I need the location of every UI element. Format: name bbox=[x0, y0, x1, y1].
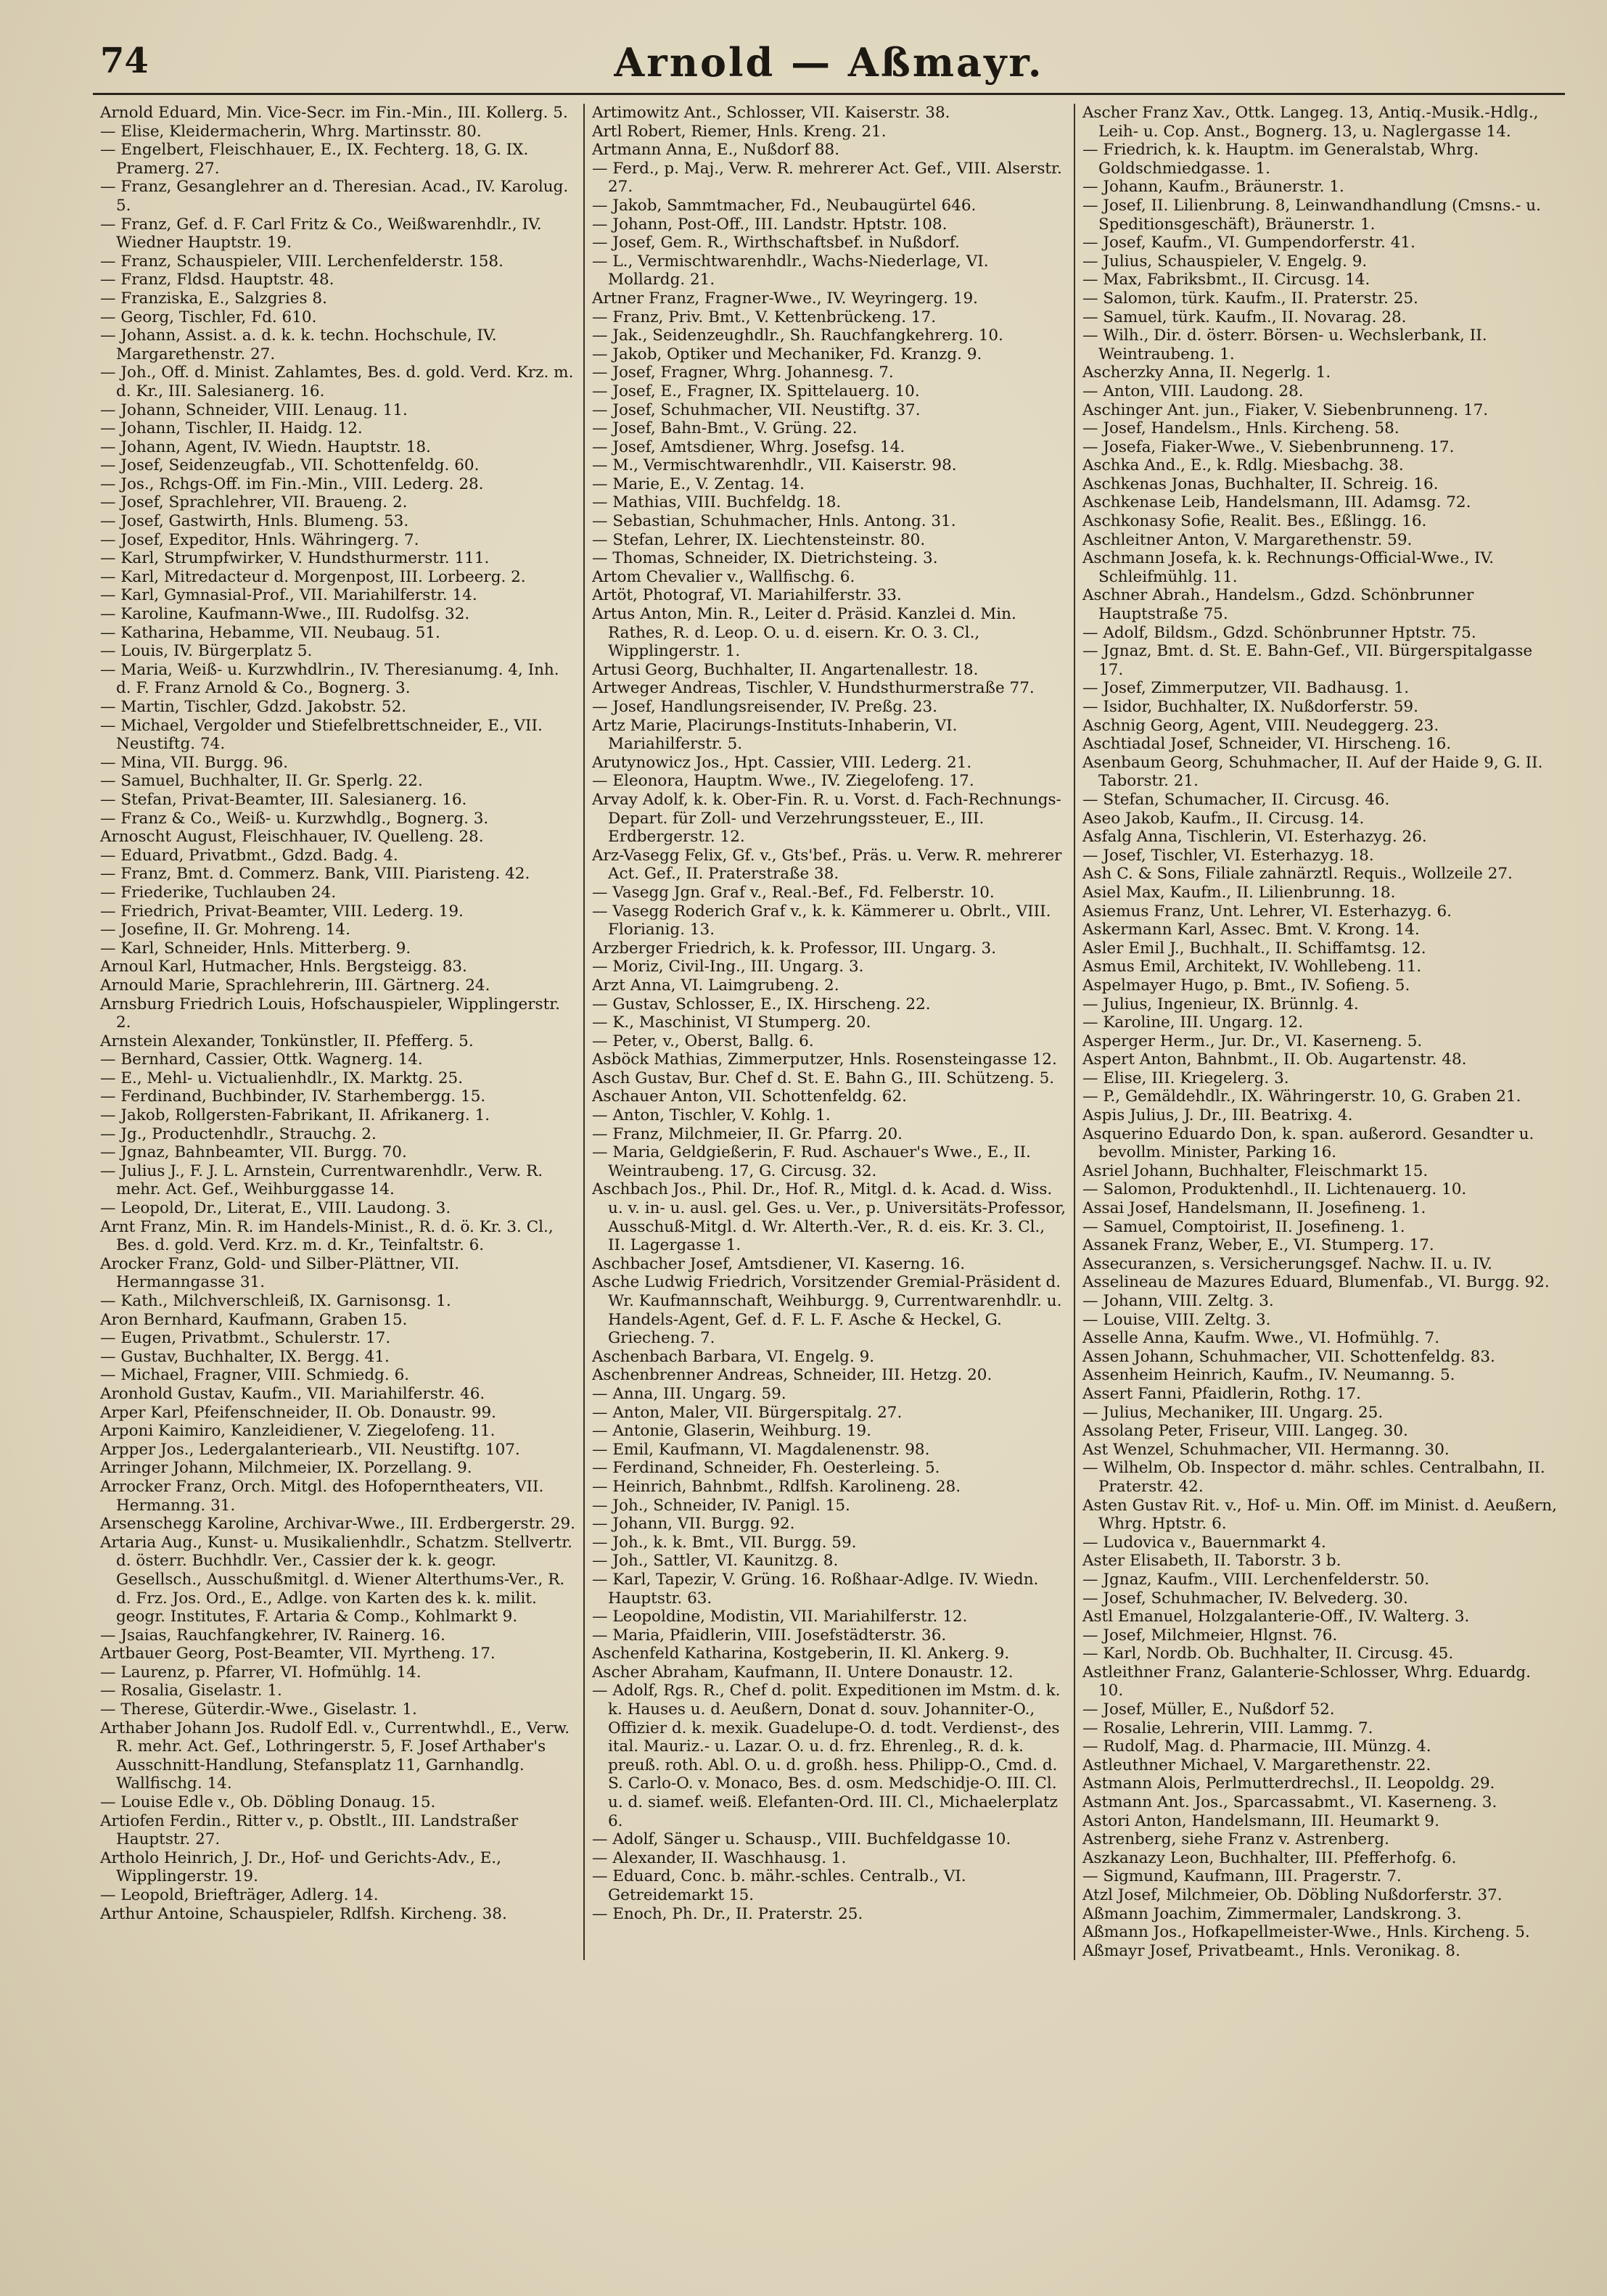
directory-entry: — K., Maschinist, VI Stumperg. 20. bbox=[592, 1013, 871, 1032]
directory-entry: — Franz, Bmt. d. Commerz. Bank, VIII. Piaristeng. 42. bbox=[100, 865, 530, 884]
directory-entry: — Friederike, Tuchlauben 24. bbox=[100, 883, 337, 902]
directory-entry: Aschauer Anton, VII. Schottenfeldg. 62. bbox=[592, 1087, 907, 1106]
directory-entry: — Josef, II. Lilienbrung. 8, Leinwandhandlung (Cmsns.- u. Speditionsgeschäft), Bräunerstr. 1. bbox=[1082, 196, 1541, 234]
directory-entry: Artl Robert, Riemer, Hnls. Kreng. 21. bbox=[592, 122, 887, 141]
directory-entry: Arnoscht August, Fleischhauer, IV. Quelleng. 28. bbox=[100, 828, 484, 847]
directory-entry: — Friedrich, Privat-Beamter, VIII. Lederg. 19. bbox=[100, 902, 464, 921]
directory-entry: — Johann, VII. Burgg. 92. bbox=[592, 1515, 795, 1534]
directory-entry: — Johann, Schneider, VIII. Lenaug. 11. bbox=[100, 400, 408, 419]
directory-entry: — Jak., Seidenzeughdlr., Sh. Rauchfangkehrerg. 10. bbox=[592, 326, 1003, 345]
directory-entry: — Josef, Expeditor, Hnls. Währingerg. 7. bbox=[100, 530, 419, 549]
directory-entry: — Peter, v., Oberst, Ballg. 6. bbox=[592, 1032, 814, 1050]
directory-entry: — Josef, Seidenzeugfab., VII. Schottenfeldg. 60. bbox=[100, 456, 480, 475]
directory-entry: — Elise, Kleidermacherin, Whrg. Martinsstr. 80. bbox=[100, 122, 482, 141]
directory-entry: — Josef, Gastwirth, Hnls. Blumeng. 53. bbox=[100, 512, 409, 531]
directory-entry: Atzl Josef, Milchmeier, Ob. Döbling Nußdorferstr. 37. bbox=[1082, 1886, 1503, 1904]
directory-entry: Asiemus Franz, Unt. Lehrer, VI. Esterhazyg. 6. bbox=[1082, 902, 1452, 921]
page-number: 74 bbox=[100, 41, 149, 81]
directory-entry: — Franziska, E., Salzgries 8. bbox=[100, 289, 327, 308]
directory-entry: Assert Fanni, Pfaidlerin, Rothg. 17. bbox=[1082, 1384, 1361, 1403]
directory-entry: Arponi Kaimiro, Kanzleidiener, V. Ziegelofeng. 11. bbox=[100, 1422, 496, 1441]
directory-entry: Ash C. & Sons, Filiale zahnärztl. Requis., Wollzeile 27. bbox=[1082, 865, 1513, 884]
directory-entry: — Ludovica v., Bauernmarkt 4. bbox=[1082, 1533, 1326, 1552]
directory-entry: — Rosalie, Lehrerin, VIII. Lammg. 7. bbox=[1082, 1719, 1373, 1737]
directory-entry: — Jakob, Rollgersten-Fabrikant, II. Afrikanerg. 1. bbox=[100, 1106, 490, 1125]
running-head: Arnold — Aßmayr. bbox=[614, 39, 1044, 86]
column-3 bbox=[1074, 104, 1564, 1960]
directory-entry: — Jg., Productenhdlr., Strauchg. 2. bbox=[100, 1124, 377, 1143]
directory-entry: Asten Gustav Rit. v., Hof- u. Min. Off. im Minist. d. Aeußern, Whrg. Hptstr. 6. bbox=[1082, 1496, 1557, 1534]
directory-entry: — Stefan, Lehrer, IX. Liechtensteinstr. 80. bbox=[592, 530, 926, 549]
directory-entry: Arnstein Alexander, Tonkünstler, II. Pfefferg. 5. bbox=[100, 1032, 474, 1050]
directory-entry: — P., Gemäldehdlr., IX. Währingerstr. 10, G. Graben 21. bbox=[1082, 1087, 1521, 1106]
directory-entry: — Marie, E., V. Zentag. 14. bbox=[592, 474, 805, 493]
directory-entry: Artus Anton, Min. R., Leiter d. Präsid. Kanzlei d. Min. Rathes, R. d. Leop. O. u. d. eisern. Kr. O. 3. Cl., Wipplingerstr. 1. bbox=[592, 605, 1016, 661]
directory-entry: — Franz & Co., Weiß- u. Kurzwhdlg., Bognerg. 3. bbox=[100, 809, 489, 828]
directory-entry: — Mathias, VIII. Buchfeldg. 18. bbox=[592, 493, 842, 512]
directory-entry: Asch Gustav, Bur. Chef d. St. E. Bahn G., III. Schützeng. 5. bbox=[592, 1069, 1055, 1087]
directory-entry: Aschkenas Jonas, Buchhalter, II. Schreig. 16. bbox=[1082, 474, 1439, 493]
directory-entry: Arzberger Friedrich, k. k. Professor, III. Ungarg. 3. bbox=[592, 939, 997, 958]
directory-entry: Askermann Karl, Assec. Bmt. V. Krong. 14. bbox=[1082, 921, 1420, 939]
directory-entry: — Jos., Rchgs-Off. im Fin.-Min., VIII. Lederg. 28. bbox=[100, 474, 484, 493]
directory-entry: — Leopoldine, Modistin, VII. Mariahilferstr. 12. bbox=[592, 1608, 968, 1626]
directory-entry: — Jgnaz, Bmt. d. St. E. Bahn-Gef., VII. Bürgerspitalgasse 17. bbox=[1082, 642, 1533, 679]
directory-entry: — Franz, Gef. d. F. Carl Fritz & Co., Weißwarenhdlr., IV. Wiedner Hauptstr. 19. bbox=[100, 215, 542, 252]
directory-entry: Arnt Franz, Min. R. im Handels-Minist., R. d. ö. Kr. 3. Cl., Bes. d. gold. Verd. Krz. m. d. Kr., Teinfaltstr. 6. bbox=[100, 1217, 554, 1255]
directory-entry: — Leopold, Briefträger, Adlerg. 14. bbox=[100, 1886, 379, 1904]
directory-entry: Astl Emanuel, Holzgalanterie-Off., IV. Walterg. 3. bbox=[1082, 1608, 1470, 1626]
directory-entry: — Josef, Handlungsreisender, IV. Preßg. 23. bbox=[592, 698, 937, 716]
directory-entry: Aschenbrenner Andreas, Schneider, III. Hetzg. 20. bbox=[592, 1366, 992, 1385]
directory-entry: Artöt, Photograf, VI. Mariahilferstr. 33. bbox=[592, 586, 902, 605]
directory-entry: — Josef, Zimmerputzer, VII. Badhausg. 1. bbox=[1082, 679, 1410, 698]
directory-entry: Arpper Jos., Ledergalanteriearb., VII. Neustiftg. 107. bbox=[100, 1440, 520, 1459]
directory-entry: — Karl, Strumpfwirker, V. Hundsthurmerstr. 111. bbox=[100, 549, 490, 568]
directory-entry: — Josef, Schuhmacher, IV. Belvederg. 30. bbox=[1082, 1589, 1408, 1608]
directory-entry: Aspelmayer Hugo, p. Bmt., IV. Sofieng. 5. bbox=[1082, 976, 1410, 995]
directory-entry: — Therese, Güterdir.-Wwe., Giselastr. 1. bbox=[100, 1700, 417, 1719]
directory-entry: — Adolf, Sänger u. Schausp., VIII. Buchfeldgasse 10. bbox=[592, 1830, 1011, 1849]
directory-entry: Ascherzky Anna, II. Negerlg. 1. bbox=[1082, 363, 1331, 382]
directory-entry: — Karoline, Kaufmann-Wwe., III. Rudolfsg. 32. bbox=[100, 605, 470, 624]
directory-entry: — Johann, Agent, IV. Wiedn. Hauptstr. 18. bbox=[100, 437, 431, 456]
directory-entry: — Katharina, Hebamme, VII. Neubaug. 51. bbox=[100, 623, 440, 642]
directory-entry: — Maria, Geldgießerin, F. Rud. Aschauer's Wwe., E., II. Weintraubeng. 17, G. Circusg. 32. bbox=[592, 1143, 1031, 1180]
directory-entry: — Elise, III. Kriegelerg. 3. bbox=[1082, 1069, 1289, 1087]
directory-entry: — Louise Edle v., Ob. Döbling Donaug. 15. bbox=[100, 1793, 436, 1812]
directory-entry: Ascher Franz Xav., Ottk. Langeg. 13, Antiq.-Musik.-Hdlg., Leih- u. Cop. Anst., Bognerg. 13, u. Naglergasse 14. bbox=[1082, 104, 1539, 141]
directory-entry: — Wilh., Dir. d. österr. Börsen- u. Wechslerbank, II. Weintraubeng. 1. bbox=[1082, 326, 1487, 363]
directory-entry: — Heinrich, Bahnbmt., Rdlfsh. Karolineng. 28. bbox=[592, 1477, 961, 1496]
directory-entry: Arnold Eduard, Min. Vice-Secr. im Fin.-Min., III. Kollerg. 5. bbox=[100, 104, 568, 122]
directory-entry: Aschkenase Leib, Handelsmann, III. Adamsg. 72. bbox=[1082, 493, 1471, 512]
directory-entry: — Joh., Schneider, IV. Panigl. 15. bbox=[592, 1496, 850, 1515]
directory-entry: — Johann, VIII. Zeltg. 3. bbox=[1082, 1292, 1274, 1310]
directory-entry: — Sebastian, Schuhmacher, Hnls. Antong. 31. bbox=[592, 512, 956, 531]
directory-entry: Artaria Aug., Kunst- u. Musikalienhdlr., Schatzm. Stellvertr. d. österr. Buchhdlr. Ver., Cassier der k. k. geogr. Gesellsch., Ausschußmitgl. d. Wiener Alterthums-Ver., R. d. Frz. Jos. Ord., E., Adlge. von Karten des k. k. milit. geogr. Institutes, F. Artaria & Comp., Kohlmarkt 9. bbox=[100, 1533, 572, 1626]
directory-entry: Aschnig Georg, Agent, VIII. Neudeggerg. 23. bbox=[1082, 716, 1439, 735]
directory-entry: — Julius, Ingenieur, IX. Brünnlg. 4. bbox=[1082, 995, 1359, 1013]
directory-entry: Aster Elisabeth, II. Taborstr. 3 b. bbox=[1082, 1552, 1341, 1571]
directory-entry: Arper Karl, Pfeifenschneider, II. Ob. Donaustr. 99. bbox=[100, 1403, 496, 1422]
directory-entry: — M., Vermischtwarenhdlr., VII. Kaiserstr. 98. bbox=[592, 456, 957, 475]
column-2 bbox=[583, 104, 1074, 1960]
directory-entry: — Julius, Schauspieler, V. Engelg. 9. bbox=[1082, 252, 1368, 271]
directory-entry: — Max, Fabriksbmt., II. Circusg. 14. bbox=[1082, 271, 1370, 289]
directory-entry: — Eugen, Privatbmt., Schulerstr. 17. bbox=[100, 1329, 391, 1348]
directory-entry: — Antonie, Glaserin, Weihburg. 19. bbox=[592, 1422, 872, 1441]
directory-entry: — Eleonora, Hauptm. Wwe., IV. Ziegelofeng. 17. bbox=[592, 772, 974, 791]
directory-entry: — Enoch, Ph. Dr., II. Praterstr. 25. bbox=[592, 1904, 863, 1923]
directory-entry: Artweger Andreas, Tischler, V. Hundsthurmerstraße 77. bbox=[592, 679, 1035, 698]
directory-entry: — Bernhard, Cassier, Ottk. Wagnerg. 14. bbox=[100, 1050, 423, 1069]
directory-entry: — Eduard, Privatbmt., Gdzd. Badg. 4. bbox=[100, 846, 398, 865]
directory-entry: Aschtiadal Josef, Schneider, VI. Hirscheng. 16. bbox=[1082, 735, 1452, 754]
directory-entry: — Ferd., p. Maj., Verw. R. mehrerer Act. Gef., VIII. Alserstr. 27. bbox=[592, 159, 1062, 197]
directory-entry: Assecuranzen, s. Versicherungsgef. Nachw. II. u. IV. bbox=[1082, 1254, 1492, 1273]
directory-entry: Assolang Peter, Friseur, VIII. Langeg. 30. bbox=[1082, 1422, 1408, 1441]
directory-entry: Artner Franz, Fragner-Wwe., IV. Weyringerg. 19. bbox=[592, 289, 978, 308]
directory-entry: — Karl, Schneider, Hnls. Mitterberg. 9. bbox=[100, 939, 411, 958]
directory-entry: — Joh., k. k. Bmt., VII. Burgg. 59. bbox=[592, 1533, 857, 1552]
directory-entry: Aßmann Jos., Hofkapellmeister-Wwe., Hnls. Kircheng. 5. bbox=[1082, 1923, 1530, 1942]
directory-entry: — Jsaias, Rauchfangkehrer, IV. Rainerg. 16. bbox=[100, 1626, 445, 1645]
directory-entry: Asfalg Anna, Tischlerin, VI. Esterhazyg. 26. bbox=[1082, 828, 1427, 847]
directory-entry: — Jgnaz, Bahnbeamter, VII. Burgg. 70. bbox=[100, 1143, 407, 1162]
directory-entry: Assanek Franz, Weber, E., VI. Stumperg. 17. bbox=[1082, 1236, 1434, 1255]
directory-entry: Aszkanazy Leon, Buchhalter, III. Pfefferhofg. 6. bbox=[1082, 1848, 1457, 1867]
directory-entry: — Joh., Sattler, VI. Kaunitzg. 8. bbox=[592, 1552, 839, 1571]
directory-entry: Aschleitner Anton, V. Margarethenstr. 59. bbox=[1082, 530, 1413, 549]
page-header bbox=[93, 36, 1565, 93]
directory-entry: Arz-Vasegg Felix, Gf. v., Gts'bef., Präs. u. Verw. R. mehrerer Act. Gef., II. Praterstraße 38. bbox=[592, 846, 1062, 884]
directory-entry: — Franz, Fldsd. Hauptstr. 48. bbox=[100, 271, 334, 289]
directory-entry: — Johann, Post-Off., III. Landstr. Hptstr. 108. bbox=[592, 215, 948, 234]
directory-entry: Arthaber Johann Jos. Rudolf Edl. v., Currentwhdl., E., Verw. R. mehr. Act. Gef., Lothringerstr. 5, F. Josef Arthaber's Ausschnitt-Handlung, Stefansplatz 11, Garnhandlg. Wallfischg. 14. bbox=[100, 1719, 570, 1793]
directory-entry: Aschbach Jos., Phil. Dr., Hof. R., Mitgl. d. k. Acad. d. Wiss. u. v. in- u. ausl. gel. Ges. u. Ver., p. Universitäts-Professor, Ausschuß-Mitgl. d. Wr. Alterth.-Ver., R. d. eis. Kr. 3. Cl., II. Lagergasse 1. bbox=[592, 1180, 1066, 1255]
directory-entry: Asperger Herm., Jur. Dr., VI. Kaserneng. 5. bbox=[1082, 1032, 1423, 1050]
directory-entry: Asler Emil J., Buchhalt., II. Schiffamtsg. 12. bbox=[1082, 939, 1426, 958]
directory-entry: — Johann, Kaufm., Bräunerstr. 1. bbox=[1082, 178, 1344, 197]
directory-entry: — Franz, Priv. Bmt., V. Kettenbrückeng. 17. bbox=[592, 308, 937, 326]
directory-entry: — Wilhelm, Ob. Inspector d. mähr. schles. Centralbahn, II. Praterstr. 42. bbox=[1082, 1459, 1545, 1496]
directory-entry: — Gustav, Schlosser, E., IX. Hirscheng. 22. bbox=[592, 995, 931, 1013]
directory-entry: — Johann, Assist. a. d. k. k. techn. Hochschule, IV. Margarethenstr. 27. bbox=[100, 326, 497, 363]
directory-entry: — Karl, Nordb. Ob. Buchhalter, II. Circusg. 45. bbox=[1082, 1645, 1454, 1663]
directory-entry: — Karl, Mitredacteur d. Morgenpost, III. Lorbeerg. 2. bbox=[100, 567, 526, 586]
directory-entry: — Josefa, Fiaker-Wwe., V. Siebenbrunneng. 17. bbox=[1082, 437, 1455, 456]
directory-entry: — Josefine, II. Gr. Mohreng. 14. bbox=[100, 921, 350, 939]
directory-entry: — Louise, VIII. Zeltg. 3. bbox=[1082, 1310, 1271, 1329]
directory-entry: — Jakob, Sammtmacher, Fd., Neubaugürtel 646. bbox=[592, 196, 977, 215]
directory-entry: Aschinger Ant. jun., Fiaker, V. Siebenbrunneng. 17. bbox=[1082, 400, 1489, 419]
directory-entry: Asquerino Eduardo Don, k. span. außerord. Gesandter u. bevollm. Minister, Parking 16. bbox=[1082, 1124, 1534, 1162]
directory-entry: — Samuel, Comptoirist, II. Josefineng. 1. bbox=[1082, 1217, 1405, 1236]
directory-entry: — Josef, Kaufm., VI. Gumpendorferstr. 41. bbox=[1082, 234, 1415, 252]
directory-entry: Asriel Johann, Buchhalter, Fleischmarkt 15. bbox=[1082, 1161, 1429, 1180]
directory-entry: — Emil, Kaufmann, VI. Magdalenenstr. 98. bbox=[592, 1440, 930, 1459]
directory-entry: Aronhold Gustav, Kaufm., VII. Mariahilferstr. 46. bbox=[100, 1384, 485, 1403]
directory-entry: — Friedrich, k. k. Hauptm. im Generalstab, Whrg. Goldschmiedgasse. 1. bbox=[1082, 141, 1479, 178]
directory-entry: — Josef, Fragner, Whrg. Johannesg. 7. bbox=[592, 363, 894, 382]
directory-entry: Asböck Mathias, Zimmerputzer, Hnls. Rosensteingasse 12. bbox=[592, 1050, 1057, 1069]
directory-entry: — Josef, E., Fragner, IX. Spittelauerg. 10. bbox=[592, 382, 920, 400]
directory-entry: Asche Ludwig Friedrich, Vorsitzender Gremial-Präsident d. Wr. Kaufmannschaft, Weihburgg. 9, Currentwarenhdlr. u. Handels-Agent, Gef. d. F. L. F. Asche & Heckel, G. Griecheng. 7. bbox=[592, 1273, 1062, 1348]
directory-entry: — Adolf, Bildsm., Gdzd. Schönbrunner Hptstr. 75. bbox=[1082, 623, 1476, 642]
directory-entry: Arsenschegg Karoline, Archivar-Wwe., III. Erdbergerstr. 29. bbox=[100, 1515, 575, 1534]
directory-entry: Artz Marie, Placirungs-Instituts-Inhaberin, VI. Mariahilferstr. 5. bbox=[592, 716, 958, 754]
directory-entry: — Laurenz, p. Pfarrer, VI. Hofmühlg. 14. bbox=[100, 1663, 422, 1682]
directory-entry: — Alexander, II. Waschhausg. 1. bbox=[592, 1848, 847, 1867]
directory-entry: Arocker Franz, Gold- und Silber-Plättner, VII. Hermanngasse 31. bbox=[100, 1254, 460, 1292]
directory-entry: Ascher Abraham, Kaufmann, II. Untere Donaustr. 12. bbox=[592, 1663, 1014, 1682]
directory-entry: Aschner Abrah., Handelsm., Gdzd. Schönbrunner Hauptstraße 75. bbox=[1082, 586, 1474, 624]
directory-entry: — Leopold, Dr., Literat, E., VIII. Laudong. 3. bbox=[100, 1199, 451, 1218]
directory-entry: Astleuthner Michael, V. Margarethenstr. 22. bbox=[1082, 1756, 1431, 1774]
directory-entry: — Jakob, Optiker und Mechaniker, Fd. Kranzg. 9. bbox=[592, 345, 982, 363]
directory-entry: — Vasegg Roderich Graf v., k. k. Kämmerer u. Obrlt., VIII. Florianig. 13. bbox=[592, 902, 1051, 939]
directory-entry: — Sigmund, Kaufmann, III. Pragerstr. 7. bbox=[1082, 1867, 1402, 1886]
directory-entry: — Maria, Weiß- u. Kurzwhdlrin., IV. Theresianumg. 4, Inh. d. F. Franz Arnold & Co., Bognerg. 3. bbox=[100, 660, 559, 698]
directory-entry: — Stefan, Privat-Beamter, III. Salesianerg. 16. bbox=[100, 790, 467, 809]
directory-entry: — Anton, VIII. Laudong. 28. bbox=[1082, 382, 1304, 400]
directory-entry: — Moriz, Civil-Ing., III. Ungarg. 3. bbox=[592, 958, 864, 976]
directory-entry: — Josef, Milchmeier, Hlgnst. 76. bbox=[1082, 1626, 1338, 1645]
directory-entry: Ast Wenzel, Schuhmacher, VII. Hermanng. 30. bbox=[1082, 1440, 1450, 1459]
directory-entry: Arutynowicz Jos., Hpt. Cassier, VIII. Lederg. 21. bbox=[592, 753, 972, 772]
directory-entry: — L., Vermischtwarenhdlr., Wachs-Niederlage, VI. Mollardg. 21. bbox=[592, 252, 989, 289]
directory-entry: — Josef, Handelsm., Hnls. Kircheng. 58. bbox=[1082, 419, 1400, 438]
directory-entry: — Kath., Milchverschleiß, IX. Garnisonsg. 1. bbox=[100, 1292, 451, 1310]
directory-entry: Aschenfeld Katharina, Kostgeberin, II. Kl. Ankerg. 9. bbox=[592, 1645, 1010, 1663]
directory-entry: — Josef, Sprachlehrer, VII. Braueng. 2. bbox=[100, 493, 408, 512]
directory-entry: — Karl, Gymnasial-Prof., VII. Mariahilferstr. 14. bbox=[100, 586, 477, 605]
directory-entry: — Adolf, Rgs. R., Chef d. polit. Expeditionen im Mstm. d. k. k. Hauses u. d. Aeußern, Donat d. souv. Johanniter-O., Offizier d. k. mexik. Guadelupe-O. d. todt. Verdienst-, des ital. Mauriz.- u. Lazar. O. u. d. frz. Ehrenleg., R. d. k. preuß. roth. Abl. O. u. d. großh. hess. Philipp-O., Cmd. d. S. Carlo-O. v. Monaco, Bes. d. osm. Medschidje-O. III. Cl. u. d. siamef. weiß. Elefanten-Ord. III. Cl., Michaelerplatz 6. bbox=[592, 1682, 1061, 1830]
column-1 bbox=[93, 104, 583, 1960]
directory-entry: Arnoul Karl, Hutmacher, Hnls. Bergsteigg. 83. bbox=[100, 958, 467, 976]
directory-entry: — Anna, III. Ungarg. 59. bbox=[592, 1384, 786, 1403]
directory-entry: — Karoline, III. Ungarg. 12. bbox=[1082, 1013, 1304, 1032]
directory-entry: Artimowitz Ant., Schlosser, VII. Kaiserstr. 38. bbox=[592, 104, 950, 122]
directory-entry: Arnould Marie, Sprachlehrerin, III. Gärtnerg. 24. bbox=[100, 976, 490, 995]
directory-entry: — Gustav, Buchhalter, IX. Bergg. 41. bbox=[100, 1347, 390, 1366]
directory-entry: Aspert Anton, Bahnbmt., II. Ob. Augartenstr. 48. bbox=[1082, 1050, 1467, 1069]
directory-entry: — Josef, Gem. R., Wirthschaftsbef. in Nußdorf. bbox=[592, 234, 960, 252]
directory-entry: Asenbaum Georg, Schuhmacher, II. Auf der Haide 9, G. II. Taborstr. 21. bbox=[1082, 753, 1543, 791]
directory-entry: Artmann Anna, E., Nußdorf 88. bbox=[592, 141, 840, 160]
header-rule bbox=[93, 93, 1565, 95]
directory-entry: Astori Anton, Handelsmann, III. Heumarkt 9. bbox=[1082, 1811, 1439, 1830]
directory-entry: — Eduard, Conc. b. mähr.-schles. Centralb., VI. Getreidemarkt 15. bbox=[592, 1867, 966, 1904]
directory-entry: Arringer Johann, Milchmeier, IX. Porzellang. 9. bbox=[100, 1459, 472, 1478]
directory-entry: Aschbacher Josef, Amtsdiener, VI. Kaserng. 16. bbox=[592, 1254, 966, 1273]
directory-entry: — Anton, Maler, VII. Bürgerspitalg. 27. bbox=[592, 1403, 903, 1422]
directory-entry: — E., Mehl- u. Victualienhdlr., IX. Marktg. 25. bbox=[100, 1069, 464, 1087]
directory-entry: — Samuel, Buchhalter, II. Gr. Sperlg. 22. bbox=[100, 772, 423, 791]
directory-entry: — Martin, Tischler, Gdzd. Jakobstr. 52. bbox=[100, 698, 407, 716]
directory-entry: Assenheim Heinrich, Kaufm., IV. Neumanng. 5. bbox=[1082, 1366, 1455, 1385]
directory-entry: Artbauer Georg, Post-Beamter, VII. Myrtheng. 17. bbox=[100, 1645, 496, 1663]
directory-entry: — Maria, Pfaidlerin, VIII. Josefstädterstr. 36. bbox=[592, 1626, 947, 1645]
directory-entry: Astrenberg, siehe Franz v. Astrenberg. bbox=[1082, 1830, 1389, 1849]
directory-entry: — Michael, Fragner, VIII. Schmiedg. 6. bbox=[100, 1366, 410, 1385]
directory-entry: — Franz, Milchmeier, II. Gr. Pfarrg. 20. bbox=[592, 1124, 903, 1143]
directory-entry: — Josef, Amtsdiener, Whrg. Josefsg. 14. bbox=[592, 437, 905, 456]
directory-entry: — Ferdinand, Buchbinder, IV. Starhembergg. 15. bbox=[100, 1087, 486, 1106]
directory-entry: Artom Chevalier v., Wallfischg. 6. bbox=[592, 567, 855, 586]
directory-entry: Aschenbach Barbara, VI. Engelg. 9. bbox=[592, 1347, 875, 1366]
directory-entry: — Jgnaz, Kaufm., VIII. Lerchenfelderstr. 50. bbox=[1082, 1570, 1430, 1589]
directory-entry: — Karl, Tapezir, V. Grüng. 16. Roßhaar-Adlge. IV. Wiedn. Hauptstr. 63. bbox=[592, 1570, 1039, 1608]
directory-entry: — Engelbert, Fleischhauer, E., IX. Fechterg. 18, G. IX. Pramerg. 27. bbox=[100, 141, 529, 178]
directory-entry: — Rudolf, Mag. d. Pharmacie, III. Münzg. 4. bbox=[1082, 1737, 1431, 1756]
directory-entry: Aßmann Joachim, Zimmermaler, Landskrong. 3. bbox=[1082, 1904, 1462, 1923]
directory-entry: — Franz, Schauspieler, VIII. Lerchenfelderstr. 158. bbox=[100, 252, 504, 271]
directory-entry: Asselle Anna, Kaufm. Wwe., VI. Hofmühlg. 7. bbox=[1082, 1329, 1440, 1348]
directory-entry: Aspis Julius, J. Dr., III. Beatrixg. 4. bbox=[1082, 1106, 1353, 1125]
directory-entry: Artiofen Ferdin., Ritter v., p. Obstlt., III. Landstraßer Hauptstr. 27. bbox=[100, 1811, 519, 1849]
directory-entry: — Anton, Tischler, V. Kohlg. 1. bbox=[592, 1106, 831, 1125]
directory-entry: — Louis, IV. Bürgerplatz 5. bbox=[100, 642, 313, 661]
directory-entry: — Josef, Müller, E., Nußdorf 52. bbox=[1082, 1700, 1335, 1719]
directory-entry: Assen Johann, Schuhmacher, VII. Schottenfeldg. 83. bbox=[1082, 1347, 1495, 1366]
directory-entry: — Vasegg Jgn. Graf v., Real.-Bef., Fd. Felberstr. 10. bbox=[592, 883, 995, 902]
directory-entry: — Salomon, Produktenhdl., II. Lichtenauerg. 10. bbox=[1082, 1180, 1467, 1199]
directory-entry: — Samuel, türk. Kaufm., II. Novarag. 28. bbox=[1082, 308, 1407, 326]
directory-entry: — Rosalia, Giselastr. 1. bbox=[100, 1682, 282, 1700]
directory-entry: Arzt Anna, VI. Laimgrubeng. 2. bbox=[592, 976, 839, 995]
directory-entry: Arvay Adolf, k. k. Ober-Fin. R. u. Vorst. d. Fach-Rechnungs-Depart. für Zoll- und Verzehrungssteuer, E., III. Erdbergerstr. 12. bbox=[592, 790, 1061, 847]
directory-entry: Aßmayr Josef, Privatbeamt., Hnls. Veronikag. 8. bbox=[1082, 1941, 1460, 1960]
directory-entry: — Joh., Off. d. Minist. Zahlamtes, Bes. d. gold. Verd. Krz. m. d. Kr., III. Salesianerg. 16. bbox=[100, 363, 574, 400]
directory-entry: — Josef, Schuhmacher, VII. Neustiftg. 37. bbox=[592, 400, 921, 419]
directory-entry: Asmus Emil, Architekt, IV. Wohllebeng. 11. bbox=[1082, 958, 1422, 976]
entry-columns bbox=[93, 104, 1565, 1960]
directory-entry: Aschka And., E., k. Rdlg. Miesbachg. 38. bbox=[1082, 456, 1404, 475]
directory-entry: Astleithner Franz, Galanterie-Schlosser, Whrg. Eduardg. 10. bbox=[1082, 1663, 1531, 1700]
directory-entry: Aschkonasy Sofie, Realit. Bes., Eßlingg. 16. bbox=[1082, 512, 1427, 531]
directory-entry: Aron Bernhard, Kaufmann, Graben 15. bbox=[100, 1310, 408, 1329]
directory-entry: Artholo Heinrich, J. Dr., Hof- und Gerichts-Adv., E., Wipplingerstr. 19. bbox=[100, 1848, 501, 1886]
directory-entry: Aseo Jakob, Kaufm., II. Circusg. 14. bbox=[1082, 809, 1365, 828]
directory-entry: — Ferdinand, Schneider, Fh. Oesterleing. 5. bbox=[592, 1459, 940, 1478]
directory-entry: — Julius J., F. J. L. Arnstein, Currentwarenhdlr., Verw. R. mehr. Act. Gef., Weihburggasse 14. bbox=[100, 1161, 543, 1199]
directory-entry: Astmann Alois, Perlmutterdrechsl., II. Leopoldg. 29. bbox=[1082, 1774, 1495, 1793]
directory-entry: — Michael, Vergolder und Stiefelbrettschneider, E., VII. Neustiftg. 74. bbox=[100, 716, 543, 754]
directory-entry: — Georg, Tischler, Fd. 610. bbox=[100, 308, 317, 326]
directory-entry: — Josef, Tischler, VI. Esterhazyg. 18. bbox=[1082, 846, 1374, 865]
directory-entry: Arthur Antoine, Schauspieler, Rdlfsh. Kircheng. 38. bbox=[100, 1904, 507, 1923]
directory-entry: Assai Josef, Handelsmann, II. Josefineng. 1. bbox=[1082, 1199, 1426, 1218]
directory-entry: Arnsburg Friedrich Louis, Hofschauspieler, Wipplingerstr. 2. bbox=[100, 995, 560, 1032]
directory-entry: Aschmann Josefa, k. k. Rechnungs-Official-Wwe., IV. Schleifmühlg. 11. bbox=[1082, 549, 1495, 586]
directory-entry: Artusi Georg, Buchhalter, II. Angartenallestr. 18. bbox=[592, 660, 979, 679]
directory-entry: Asselineau de Mazures Eduard, Blumenfab., VI. Burgg. 92. bbox=[1082, 1273, 1550, 1292]
directory-entry: — Stefan, Schumacher, II. Circusg. 46. bbox=[1082, 790, 1390, 809]
directory-entry: — Franz, Gesanglehrer an d. Theresian. Acad., IV. Karolug. 5. bbox=[100, 178, 569, 215]
directory-entry: Asiel Max, Kaufm., II. Lilienbrunng. 18. bbox=[1082, 883, 1396, 902]
directory-entry: — Mina, VII. Burgg. 96. bbox=[100, 753, 289, 772]
directory-entry: — Thomas, Schneider, IX. Dietrichsteing. 3. bbox=[592, 549, 938, 568]
directory-entry: — Johann, Tischler, II. Haidg. 12. bbox=[100, 419, 363, 438]
directory-entry: Astmann Ant. Jos., Sparcassabmt., VI. Kaserneng. 3. bbox=[1082, 1793, 1497, 1812]
directory-entry: — Josef, Bahn-Bmt., V. Grüng. 22. bbox=[592, 419, 858, 438]
directory-entry: Arrocker Franz, Orch. Mitgl. des Hofoperntheaters, VII. Hermanng. 31. bbox=[100, 1477, 544, 1515]
directory-entry: — Isidor, Buchhalter, IX. Nußdorferstr. 59. bbox=[1082, 698, 1418, 716]
directory-entry: — Salomon, türk. Kaufm., II. Praterstr. 25. bbox=[1082, 289, 1418, 308]
directory-entry: — Julius, Mechaniker, III. Ungarg. 25. bbox=[1082, 1403, 1384, 1422]
